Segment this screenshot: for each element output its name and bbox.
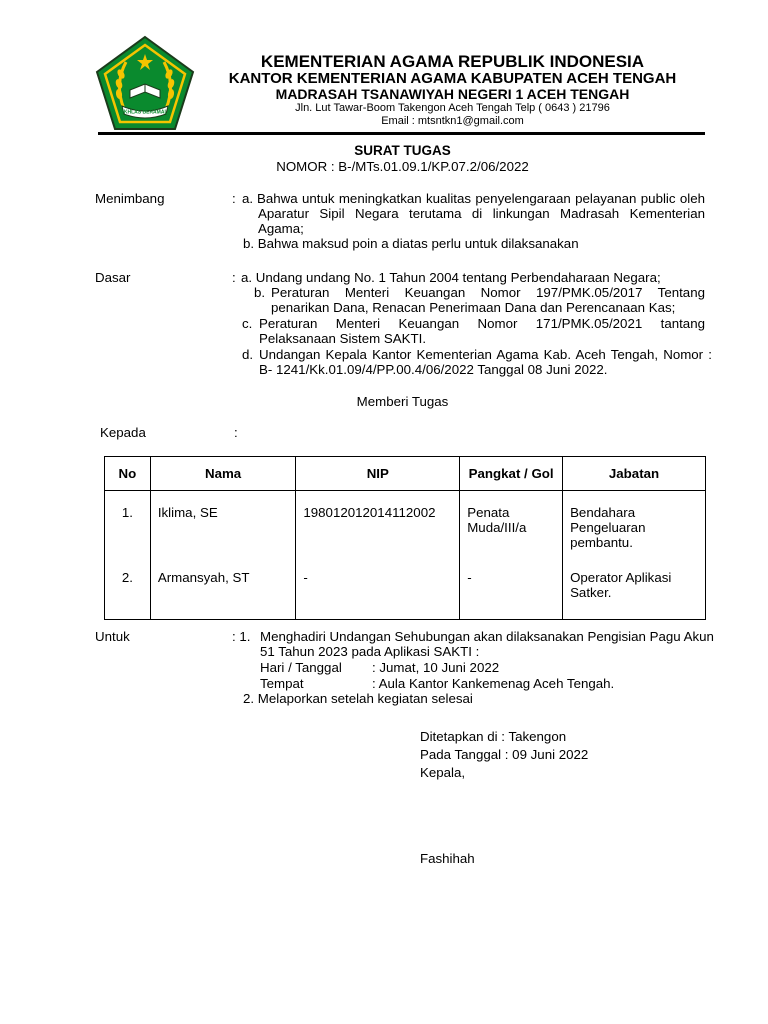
header-nama: Nama: [150, 457, 296, 491]
row2-nama: [150, 569, 296, 620]
dasar-c-prefix: c.: [242, 316, 253, 331]
menimbang-colon: :: [232, 191, 236, 206]
row1-jabatan-text: Bendahara Pengeluaran pembantu.: [570, 505, 646, 550]
row1-pangkat: [460, 491, 563, 570]
signatory-title: Kepala,: [420, 765, 466, 780]
header-email: Email : mtsntkn1@gmail.com: [381, 115, 524, 127]
menimbang-a-text: Bahwa untuk meningkatkan kualitas penyelengaraan pelayanan public oleh Aparatur Sipil Negara terutama di linkungan Madrasah Kementerian Agama;: [257, 191, 705, 236]
row1-jabatan: [563, 491, 706, 570]
header-school: MADRASAH TSANAWIYAH NEGERI 1 ACEH TENGAH: [275, 86, 630, 102]
menimbang-label: Menimbang: [95, 191, 165, 206]
menimbang-b-text: b. Bahwa maksud poin a diatas perlu untuk dilaksanakan: [243, 236, 579, 251]
dasar-c-body: Peraturan Menteri Keuangan Nomor 171/PMK.05/2021 tantang Pelaksanaan Sistem SAKTI.: [259, 316, 705, 346]
dasar-c-text: [259, 316, 705, 346]
hari-tanggal-value: : Jumat, 10 Juni 2022: [372, 660, 500, 675]
header-office: KANTOR KEMENTERIAN AGAMA KABUPATEN ACEH TENGAH: [228, 70, 677, 87]
dasar-a-text: a. Undang undang No. 1 Tahun 2004 tentang Perbendaharaan Negara;: [241, 270, 661, 285]
row2-nip-text: -: [303, 570, 308, 585]
tempat-value: : Aula Kantor Kankemenag Aceh Tengah.: [372, 676, 615, 691]
header-pangkat: Pangkat / Gol: [460, 457, 563, 491]
dasar-b-text: Peraturan Menteri Keuangan Nomor 197/PMK.05/2017 Tentang penarikan Dana, Renacan Penerimaan Dana dan Perencanaan Kas;: [271, 285, 705, 315]
dasar-b-prefix: b.: [254, 285, 266, 300]
menimbang-a-prefix: a.: [242, 191, 254, 206]
kepada-colon: :: [234, 425, 238, 440]
header-ministry: KEMENTERIAN AGAMA REPUBLIK INDONESIA: [260, 52, 645, 71]
pada-tanggal: Pada Tanggal : 09 Juni 2022: [420, 747, 589, 762]
row2-no: 2.: [105, 569, 151, 620]
ditetapkan-di: Ditetapkan di : Takengon: [420, 729, 567, 744]
memberi-tugas-heading: Memberi Tugas: [356, 394, 449, 409]
ministry-emblem: [94, 34, 196, 132]
row1-nama-text: Iklima, SE: [157, 505, 218, 520]
row2-nip: [296, 569, 460, 620]
row2-jabatan: [563, 569, 706, 620]
row1-nip: [296, 491, 460, 570]
header-divider: [98, 132, 705, 135]
table-row: [105, 491, 706, 570]
row2-jabatan-text: Operator Aplikasi Satker.: [570, 570, 672, 600]
tempat-label: Tempat: [260, 676, 304, 691]
untuk-label: Untuk: [95, 629, 130, 644]
table-header-row: [105, 457, 706, 491]
row1-pangkat-text: Penata Muda/III/a: [467, 505, 527, 535]
table-row: [105, 569, 706, 620]
hari-tanggal-label: Hari / Tanggal: [260, 660, 342, 675]
kepada-label: Kepada: [100, 425, 146, 440]
letter-title: SURAT TUGAS: [354, 143, 451, 158]
untuk-item1-text: Menghadiri Undangan Sehubungan akan dilaksanakan Pengisian Pagu Akun 51 Tahun 2023 pada Aplikasi SAKTI :: [260, 629, 714, 659]
dasar-d-text: Undangan Kepala Kantor Kementerian Agama Kab. Aceh Tengah, Nomor : B- 1241/Kk.01.09/4/PP.00.4/06/2022 Tanggal 08 Juni 2022.: [259, 347, 712, 377]
emblem-motto: IKHLAS BERAMAL: [122, 109, 168, 116]
dasar-d-prefix: d.: [242, 347, 254, 362]
row1-nama: [150, 491, 296, 570]
personnel-table: [104, 456, 706, 620]
row2-nama-text: Armansyah, ST: [157, 570, 250, 585]
letter-number: NOMOR : B-/MTs.01.09.1/KP.07.2/06/2022: [276, 159, 529, 174]
dasar-label: Dasar: [95, 270, 131, 285]
header-jabatan: Jabatan: [563, 457, 706, 491]
untuk-item2: 2. Melaporkan setelah kegiatan selesai: [243, 691, 473, 706]
header-nip: NIP: [296, 457, 460, 491]
row2-pangkat-text: -: [467, 570, 472, 585]
untuk-item1-prefix: : 1.: [232, 629, 251, 644]
header-address: Jln. Lut Tawar-Boom Takengon Aceh Tengah Telp ( 0643 ) 21796: [295, 102, 610, 114]
dasar-colon: :: [232, 270, 236, 285]
row1-nip-text: 198012012014112002: [303, 505, 436, 520]
row1-no: 1.: [105, 491, 151, 570]
row2-pangkat: [460, 569, 563, 620]
header-no: No: [105, 457, 151, 491]
signatory-name: Fashihah: [420, 851, 475, 866]
